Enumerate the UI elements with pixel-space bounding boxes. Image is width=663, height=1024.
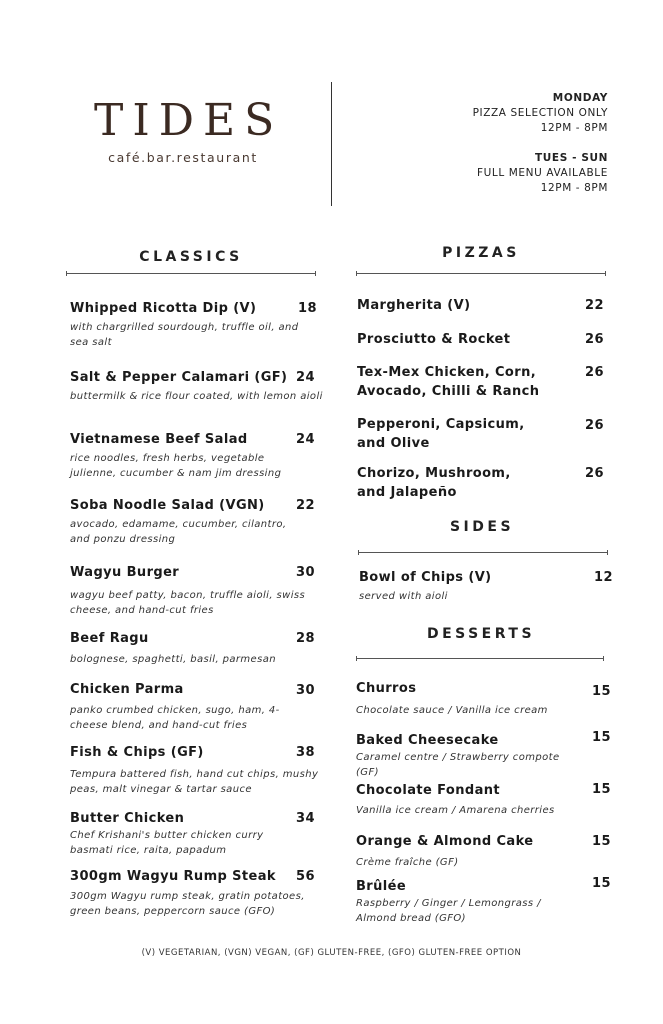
item-price: 22 bbox=[585, 298, 605, 313]
item-price: 22 bbox=[296, 498, 316, 513]
item-price: 28 bbox=[296, 631, 316, 646]
pizzas-title: PIZZAS bbox=[442, 245, 520, 261]
item-description: rice noodles, fresh herbs, vegetable julienne, cucumber & nam jim dressing bbox=[70, 453, 282, 479]
item-price: 24 bbox=[296, 432, 316, 447]
menu-item bbox=[356, 832, 611, 870]
menu-item bbox=[357, 296, 607, 315]
brand-name: TIDES bbox=[94, 95, 284, 146]
item-price: 12 bbox=[594, 570, 614, 585]
menu-item bbox=[70, 299, 318, 350]
item-description: bolognese, spaghetti, basil, parmesan bbox=[70, 654, 276, 665]
menu-item bbox=[356, 877, 611, 926]
desserts-title: DESSERTS bbox=[426, 626, 536, 642]
item-price: 26 bbox=[585, 365, 605, 380]
menu-item bbox=[70, 629, 315, 667]
menu-item bbox=[359, 568, 614, 604]
hours-day: MONDAY bbox=[552, 92, 608, 104]
menu-item bbox=[70, 563, 315, 618]
item-description: avocado, edamame, cucumber, cilantro, and ponzu dressing bbox=[70, 519, 287, 545]
item-description: with chargrilled sourdough, truffle oil, and sea salt bbox=[70, 322, 299, 348]
desserts-rule bbox=[356, 658, 604, 659]
item-description: Chocolate sauce / Vanilla ice cream bbox=[356, 705, 548, 716]
item-description: served with aioli bbox=[359, 591, 448, 602]
hours-day: TUES - SUN bbox=[535, 152, 608, 164]
item-description: Tempura battered fish, hand cut chips, mushy peas, malt vinegar & tartar sauce bbox=[70, 769, 319, 795]
item-name: Margherita (V) bbox=[357, 298, 471, 313]
item-name: Tex-Mex Chicken, Corn, Avocado, Chilli & Ranch bbox=[357, 365, 540, 399]
menu-item bbox=[70, 867, 320, 919]
menu-item bbox=[70, 743, 320, 797]
classics-rule bbox=[66, 273, 316, 274]
item-name: Wagyu Burger bbox=[70, 565, 180, 580]
hours-tues-sun bbox=[473, 151, 608, 196]
item-name: Vietnamese Beef Salad bbox=[70, 432, 248, 447]
pizzas-rule bbox=[356, 273, 606, 274]
brand-tagline: café.bar.restaurant bbox=[108, 150, 258, 165]
item-name: Whipped Ricotta Dip (V) bbox=[70, 301, 257, 316]
item-description: Caramel centre / Strawberry compote (GF) bbox=[356, 752, 560, 778]
hours-note: FULL MENU AVAILABLE bbox=[477, 167, 608, 179]
hours-note: PIZZA SELECTION ONLY bbox=[472, 107, 608, 119]
item-name: Chorizo, Mushroom, and Jalapeño bbox=[357, 466, 511, 500]
item-price: 15 bbox=[592, 684, 612, 699]
item-description: wagyu beef patty, bacon, truffle aioli, swiss cheese, and hand-cut fries bbox=[70, 590, 306, 616]
item-name: Churros bbox=[356, 681, 417, 696]
brand-logo bbox=[88, 95, 284, 165]
menu-item bbox=[357, 363, 607, 401]
item-name: Soba Noodle Salad (VGN) bbox=[70, 498, 265, 513]
item-price: 15 bbox=[592, 730, 612, 745]
item-description: panko crumbed chicken, sugo, ham, 4-cheese blend, and hand-cut fries bbox=[70, 705, 280, 731]
menu-item bbox=[356, 731, 611, 780]
menu-item bbox=[356, 781, 611, 818]
item-name: Fish & Chips (GF) bbox=[70, 745, 204, 760]
classics-title: CLASSICS bbox=[139, 249, 243, 265]
item-price: 15 bbox=[592, 876, 612, 891]
sides-title: SIDES bbox=[449, 519, 515, 535]
item-description: Chef Krishani's butter chicken curry basmati rice, raita, papadum bbox=[70, 830, 264, 856]
item-description: Crème fraîche (GF) bbox=[356, 857, 459, 868]
header-divider bbox=[331, 82, 332, 206]
item-name: Butter Chicken bbox=[70, 811, 185, 826]
menu-item bbox=[70, 368, 325, 404]
item-name: Salt & Pepper Calamari (GF) bbox=[70, 370, 288, 385]
item-description: Raspberry / Ginger / Lemongrass / Almond bread (GFO) bbox=[356, 898, 541, 924]
opening-hours bbox=[473, 91, 608, 211]
item-price: 56 bbox=[296, 869, 316, 884]
hours-time: 12PM - 8PM bbox=[540, 122, 608, 134]
item-price: 26 bbox=[585, 332, 605, 347]
item-name: Beef Ragu bbox=[70, 631, 149, 646]
item-name: Bowl of Chips (V) bbox=[359, 570, 492, 585]
item-price: 24 bbox=[296, 370, 316, 385]
item-name: 300gm Wagyu Rump Steak bbox=[70, 869, 276, 884]
menu-item bbox=[70, 496, 315, 547]
hours-monday bbox=[473, 91, 608, 136]
item-name: Chocolate Fondant bbox=[356, 783, 501, 798]
menu-item bbox=[356, 679, 611, 718]
hours-time: 12PM - 8PM bbox=[540, 182, 608, 194]
item-price: 26 bbox=[585, 466, 605, 481]
item-description: Vanilla ice cream / Amarena cherries bbox=[356, 805, 555, 816]
item-name: Prosciutto & Rocket bbox=[357, 332, 511, 347]
menu-item bbox=[70, 430, 315, 481]
item-price: 38 bbox=[296, 745, 316, 760]
item-name: Chicken Parma bbox=[70, 682, 184, 697]
menu-item bbox=[357, 415, 607, 453]
dietary-legend: (V) VEGETARIAN, (VGN) VEGAN, (GF) GLUTEN-FREE, (GFO) GLUTEN-FREE OPTION bbox=[141, 948, 522, 958]
item-price: 30 bbox=[296, 565, 316, 580]
menu-item bbox=[357, 464, 607, 502]
item-price: 15 bbox=[592, 834, 612, 849]
item-price: 34 bbox=[296, 811, 316, 826]
item-price: 26 bbox=[585, 418, 605, 433]
item-description: 300gm Wagyu rump steak, gratin potatoes, green beans, peppercorn sauce (GFO) bbox=[70, 891, 305, 917]
item-price: 18 bbox=[298, 301, 318, 316]
item-price: 15 bbox=[592, 782, 612, 797]
item-name: Orange & Almond Cake bbox=[356, 834, 534, 849]
sides-rule bbox=[358, 552, 608, 553]
item-description: buttermilk & rice flour coated, with lemon aioli bbox=[70, 391, 323, 402]
menu-item bbox=[70, 680, 315, 733]
item-price: 30 bbox=[296, 683, 316, 698]
item-name: Brûlée bbox=[356, 879, 407, 894]
menu-item bbox=[70, 809, 315, 858]
menu-item bbox=[357, 330, 607, 349]
item-name: Baked Cheesecake bbox=[356, 733, 499, 748]
item-name: Pepperoni, Capsicum, and Olive bbox=[357, 417, 525, 451]
